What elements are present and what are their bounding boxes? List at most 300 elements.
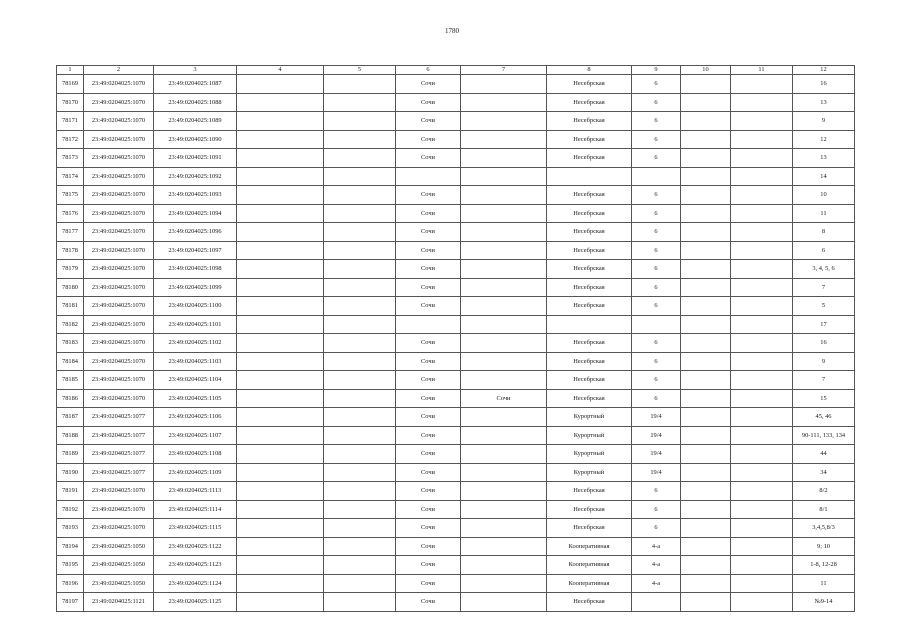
- table-cell: [731, 519, 793, 538]
- table-cell: Несебрская: [547, 519, 632, 538]
- table-cell: 6: [632, 75, 681, 94]
- column-header: 9: [632, 66, 681, 75]
- table-cell: 23:49:0204025:1070: [84, 519, 154, 538]
- table-cell: 23:49:0204025:1070: [84, 389, 154, 408]
- table-cell: 13: [793, 93, 855, 112]
- table-cell: [731, 223, 793, 242]
- table-cell: 23:49:0204025:1090: [154, 130, 237, 149]
- table-cell: 12: [793, 130, 855, 149]
- table-cell: [237, 130, 324, 149]
- table-cell: 23:49:0204025:1102: [154, 334, 237, 353]
- table-cell: 78172: [57, 130, 84, 149]
- table-cell: 78188: [57, 426, 84, 445]
- table-cell: Несебрская: [547, 75, 632, 94]
- table-cell: 6: [632, 223, 681, 242]
- table-cell: 6: [632, 500, 681, 519]
- table-row: [57, 445, 855, 464]
- table-cell: 78187: [57, 408, 84, 427]
- table-cell: [681, 186, 731, 205]
- table-cell: [324, 93, 396, 112]
- table-cell: 78177: [57, 223, 84, 242]
- table-cell: [681, 315, 731, 334]
- table-row: [57, 519, 855, 538]
- table-cell: 78185: [57, 371, 84, 390]
- table-cell: 78189: [57, 445, 84, 464]
- table-cell: Кооперативная: [547, 574, 632, 593]
- table-row: [57, 408, 855, 427]
- table-cell: [461, 593, 547, 612]
- table-cell: 78173: [57, 149, 84, 168]
- table-row: [57, 204, 855, 223]
- table-cell: [237, 167, 324, 186]
- table-cell: [681, 297, 731, 316]
- table-cell: 23:49:0204025:1070: [84, 241, 154, 260]
- table-cell: 78186: [57, 389, 84, 408]
- table-cell: 23:49:0204025:1109: [154, 463, 237, 482]
- table-cell: 10: [793, 186, 855, 205]
- table-cell: [324, 519, 396, 538]
- table-row: [57, 500, 855, 519]
- table-cell: [681, 482, 731, 501]
- table-cell: [461, 315, 547, 334]
- table-cell: Сочи: [461, 389, 547, 408]
- table-header: [57, 66, 855, 75]
- table-cell: [461, 278, 547, 297]
- table-cell: 8/2: [793, 482, 855, 501]
- table-cell: [237, 260, 324, 279]
- table-cell: [731, 352, 793, 371]
- table-cell: [461, 260, 547, 279]
- table-cell: Несебрская: [547, 130, 632, 149]
- table-row: [57, 537, 855, 556]
- table-cell: [632, 593, 681, 612]
- table-cell: 78191: [57, 482, 84, 501]
- table-cell: 78174: [57, 167, 84, 186]
- table-cell: [681, 278, 731, 297]
- table-cell: 78180: [57, 278, 84, 297]
- table-cell: [324, 426, 396, 445]
- column-header: 3: [154, 66, 237, 75]
- table-row: [57, 223, 855, 242]
- table-cell: 23:49:0204025:1115: [154, 519, 237, 538]
- table-cell: 6: [632, 519, 681, 538]
- table-cell: [237, 315, 324, 334]
- column-header: 1: [57, 66, 84, 75]
- table-cell: 23:49:0204025:1089: [154, 112, 237, 131]
- table-cell: 23:49:0204025:1070: [84, 371, 154, 390]
- table-cell: Несебрская: [547, 334, 632, 353]
- table-cell: [237, 371, 324, 390]
- table-cell: [681, 260, 731, 279]
- table-cell: Сочи: [396, 223, 461, 242]
- table-cell: 23:49:0204025:1087: [154, 75, 237, 94]
- table-cell: [237, 463, 324, 482]
- table-cell: 17: [793, 315, 855, 334]
- table-cell: 23:49:0204025:1124: [154, 574, 237, 593]
- table-cell: [237, 519, 324, 538]
- table-cell: [324, 241, 396, 260]
- table-cell: Сочи: [396, 389, 461, 408]
- table-cell: Сочи: [396, 149, 461, 168]
- table-cell: 78170: [57, 93, 84, 112]
- table-cell: 14: [793, 167, 855, 186]
- column-header: 10: [681, 66, 731, 75]
- table-cell: 23:49:0204025:1070: [84, 482, 154, 501]
- table-cell: 78179: [57, 260, 84, 279]
- table-cell: [731, 260, 793, 279]
- table-cell: Несебрская: [547, 186, 632, 205]
- table-cell: [681, 500, 731, 519]
- table-cell: [681, 445, 731, 464]
- table-cell: [237, 537, 324, 556]
- table-cell: 78182: [57, 315, 84, 334]
- table-cell: [731, 482, 793, 501]
- table-cell: 6: [632, 278, 681, 297]
- table-cell: 23:49:0204025:1070: [84, 278, 154, 297]
- table-cell: [681, 426, 731, 445]
- column-header: 8: [547, 66, 632, 75]
- table-cell: Несебрская: [547, 241, 632, 260]
- table-cell: 23:49:0204025:1050: [84, 556, 154, 575]
- table-cell: [547, 315, 632, 334]
- table-cell: [731, 556, 793, 575]
- table-row: [57, 371, 855, 390]
- page-number: 1780: [445, 27, 459, 35]
- table-cell: Несебрская: [547, 297, 632, 316]
- table-cell: [681, 167, 731, 186]
- table-cell: 4-а: [632, 537, 681, 556]
- table-cell: 23:49:0204025:1105: [154, 389, 237, 408]
- table-cell: Несебрская: [547, 223, 632, 242]
- table-cell: Несебрская: [547, 593, 632, 612]
- table-row: [57, 556, 855, 575]
- table-cell: 23:49:0204025:1077: [84, 463, 154, 482]
- table-cell: 6: [632, 482, 681, 501]
- table-cell: 78197: [57, 593, 84, 612]
- table-cell: [324, 75, 396, 94]
- table-cell: 23:49:0204025:1077: [84, 445, 154, 464]
- table-cell: 23:49:0204025:1100: [154, 297, 237, 316]
- table-cell: 23:49:0204025:1121: [84, 593, 154, 612]
- table-cell: [324, 112, 396, 131]
- table-row: [57, 93, 855, 112]
- table-cell: 78176: [57, 204, 84, 223]
- table-cell: Несебрская: [547, 352, 632, 371]
- table-row: [57, 260, 855, 279]
- table-cell: [237, 334, 324, 353]
- table-cell: 78171: [57, 112, 84, 131]
- table-cell: [461, 297, 547, 316]
- table-row: [57, 593, 855, 612]
- table-cell: 23:49:0204025:1070: [84, 297, 154, 316]
- table-cell: 23:49:0204025:1070: [84, 186, 154, 205]
- table-cell: 23:49:0204025:1122: [154, 537, 237, 556]
- table-cell: 9: [793, 112, 855, 131]
- table-cell: 6: [632, 204, 681, 223]
- table-cell: [731, 297, 793, 316]
- header-row: [57, 66, 855, 75]
- table-cell: Несебрская: [547, 482, 632, 501]
- table-cell: [324, 204, 396, 223]
- table-cell: [681, 463, 731, 482]
- table-cell: Сочи: [396, 112, 461, 131]
- table-cell: Курортный: [547, 408, 632, 427]
- table-cell: [461, 574, 547, 593]
- table-cell: 6: [632, 93, 681, 112]
- table-cell: Сочи: [396, 334, 461, 353]
- table-cell: 78169: [57, 75, 84, 94]
- table-cell: Сочи: [396, 352, 461, 371]
- table-cell: [461, 75, 547, 94]
- table-cell: Сочи: [396, 500, 461, 519]
- table-cell: [731, 204, 793, 223]
- table-cell: [237, 482, 324, 501]
- table-cell: 23:49:0204025:1096: [154, 223, 237, 242]
- table-cell: 23:49:0204025:1091: [154, 149, 237, 168]
- table-cell: [461, 130, 547, 149]
- table-cell: 6: [632, 297, 681, 316]
- table-cell: 8: [793, 223, 855, 242]
- table-cell: [461, 241, 547, 260]
- table-cell: 1-8, 12-28: [793, 556, 855, 575]
- table-cell: 11: [793, 204, 855, 223]
- table-cell: [731, 186, 793, 205]
- table-cell: Сочи: [396, 186, 461, 205]
- table-cell: 23:49:0204025:1050: [84, 574, 154, 593]
- table-cell: [237, 93, 324, 112]
- table-cell: [237, 241, 324, 260]
- table-cell: 23:49:0204025:1113: [154, 482, 237, 501]
- column-header: 5: [324, 66, 396, 75]
- table-cell: №9-14: [793, 593, 855, 612]
- table-cell: 6: [632, 241, 681, 260]
- table-body: [57, 75, 855, 612]
- table-row: [57, 112, 855, 131]
- table-row: [57, 389, 855, 408]
- table-cell: Несебрская: [547, 371, 632, 390]
- table-cell: 6: [632, 130, 681, 149]
- table-cell: 78184: [57, 352, 84, 371]
- table-cell: [237, 500, 324, 519]
- table-cell: [461, 223, 547, 242]
- table-cell: [681, 593, 731, 612]
- table-cell: 23:49:0204025:1070: [84, 260, 154, 279]
- table-cell: 45, 46: [793, 408, 855, 427]
- table-cell: [461, 93, 547, 112]
- table-cell: Сочи: [396, 241, 461, 260]
- table-cell: [731, 167, 793, 186]
- table-cell: Сочи: [396, 593, 461, 612]
- table-cell: [681, 334, 731, 353]
- table-cell: Несебрская: [547, 112, 632, 131]
- table-cell: 23:49:0204025:1099: [154, 278, 237, 297]
- table-row: [57, 167, 855, 186]
- table-cell: [731, 408, 793, 427]
- table-cell: [324, 593, 396, 612]
- table-cell: 78175: [57, 186, 84, 205]
- table-cell: 23:49:0204025:1098: [154, 260, 237, 279]
- table-row: [57, 186, 855, 205]
- registry-table: [56, 65, 855, 612]
- table-cell: Сочи: [396, 297, 461, 316]
- table-cell: [324, 167, 396, 186]
- table-cell: [324, 149, 396, 168]
- table-cell: [681, 204, 731, 223]
- table-cell: [237, 352, 324, 371]
- table-cell: [237, 149, 324, 168]
- table-cell: 44: [793, 445, 855, 464]
- table-cell: 6: [632, 389, 681, 408]
- table-cell: 19/4: [632, 426, 681, 445]
- table-cell: [461, 537, 547, 556]
- table-cell: 23:49:0204025:1070: [84, 315, 154, 334]
- table-cell: 23:49:0204025:1050: [84, 537, 154, 556]
- table-cell: [681, 223, 731, 242]
- table-cell: 11: [793, 574, 855, 593]
- table-cell: [461, 556, 547, 575]
- table-cell: [681, 408, 731, 427]
- table-cell: [681, 556, 731, 575]
- table-cell: Несебрская: [547, 278, 632, 297]
- table-cell: 78183: [57, 334, 84, 353]
- table-cell: 90-111, 133, 134: [793, 426, 855, 445]
- table-cell: [731, 593, 793, 612]
- table-cell: [396, 167, 461, 186]
- table-cell: [681, 241, 731, 260]
- table-cell: [324, 223, 396, 242]
- table-cell: 19/4: [632, 445, 681, 464]
- table-cell: [396, 315, 461, 334]
- table-cell: Сочи: [396, 371, 461, 390]
- table-cell: 34: [793, 463, 855, 482]
- table-cell: [324, 334, 396, 353]
- table-cell: 78190: [57, 463, 84, 482]
- table-cell: [324, 315, 396, 334]
- table-cell: [547, 167, 632, 186]
- table-cell: 13: [793, 149, 855, 168]
- table-cell: [237, 223, 324, 242]
- table-cell: 78178: [57, 241, 84, 260]
- table-cell: Сочи: [396, 445, 461, 464]
- table-cell: [237, 75, 324, 94]
- table-cell: [237, 574, 324, 593]
- table-row: [57, 149, 855, 168]
- table-cell: [461, 482, 547, 501]
- table-cell: 78193: [57, 519, 84, 538]
- table-cell: 3, 4, 5, 6: [793, 260, 855, 279]
- column-header: 4: [237, 66, 324, 75]
- table-row: [57, 482, 855, 501]
- table-cell: [237, 204, 324, 223]
- table-cell: [237, 112, 324, 131]
- table-cell: Несебрская: [547, 93, 632, 112]
- table-cell: [731, 315, 793, 334]
- table-cell: [324, 278, 396, 297]
- table-cell: 23:49:0204025:1070: [84, 223, 154, 242]
- table-cell: [324, 556, 396, 575]
- table-cell: [632, 167, 681, 186]
- table-cell: [461, 334, 547, 353]
- table-row: [57, 315, 855, 334]
- table-cell: Сочи: [396, 93, 461, 112]
- table-cell: [681, 389, 731, 408]
- table-row: [57, 130, 855, 149]
- table-cell: [731, 537, 793, 556]
- table-cell: [731, 371, 793, 390]
- table-cell: 6: [632, 186, 681, 205]
- table-cell: 23:49:0204025:1106: [154, 408, 237, 427]
- table-cell: 4-а: [632, 574, 681, 593]
- table-cell: Сочи: [396, 537, 461, 556]
- table-cell: 23:49:0204025:1070: [84, 93, 154, 112]
- table-cell: 23:49:0204025:1070: [84, 352, 154, 371]
- table-cell: 23:49:0204025:1092: [154, 167, 237, 186]
- column-header: 6: [396, 66, 461, 75]
- table-row: [57, 352, 855, 371]
- table-cell: 23:49:0204025:1107: [154, 426, 237, 445]
- table-row: [57, 241, 855, 260]
- table-cell: 78196: [57, 574, 84, 593]
- table-cell: [731, 500, 793, 519]
- table-cell: [461, 186, 547, 205]
- table-cell: [324, 297, 396, 316]
- table-cell: Несебрская: [547, 389, 632, 408]
- table-cell: [731, 426, 793, 445]
- table-cell: Несебрская: [547, 204, 632, 223]
- table-cell: 23:49:0204025:1104: [154, 371, 237, 390]
- table-cell: 78195: [57, 556, 84, 575]
- table-cell: [731, 241, 793, 260]
- table-row: [57, 297, 855, 316]
- table-cell: [681, 519, 731, 538]
- table-cell: 6: [632, 352, 681, 371]
- table-cell: 23:49:0204025:1094: [154, 204, 237, 223]
- table-cell: 78192: [57, 500, 84, 519]
- table-cell: 19/4: [632, 463, 681, 482]
- table-cell: [731, 463, 793, 482]
- table-cell: 23:49:0204025:1070: [84, 130, 154, 149]
- table-cell: 23:49:0204025:1088: [154, 93, 237, 112]
- table-cell: [731, 389, 793, 408]
- table-cell: Сочи: [396, 260, 461, 279]
- table-cell: [324, 537, 396, 556]
- table-cell: [731, 93, 793, 112]
- table-cell: Сочи: [396, 556, 461, 575]
- table-cell: [324, 389, 396, 408]
- table-cell: [681, 112, 731, 131]
- table-cell: Курортный: [547, 445, 632, 464]
- table-cell: [731, 445, 793, 464]
- table-cell: [324, 500, 396, 519]
- table-cell: [324, 574, 396, 593]
- column-header: 11: [731, 66, 793, 75]
- table-cell: 7: [793, 371, 855, 390]
- table-cell: Сочи: [396, 408, 461, 427]
- table-cell: [681, 130, 731, 149]
- table-cell: 23:49:0204025:1070: [84, 500, 154, 519]
- table-cell: [461, 463, 547, 482]
- table-cell: 16: [793, 334, 855, 353]
- table-cell: Несебрская: [547, 260, 632, 279]
- table-cell: [237, 556, 324, 575]
- table-cell: 23:49:0204025:1103: [154, 352, 237, 371]
- table-row: [57, 574, 855, 593]
- table-cell: [681, 537, 731, 556]
- table-cell: 23:49:0204025:1070: [84, 334, 154, 353]
- table-cell: 23:49:0204025:1070: [84, 112, 154, 131]
- table-cell: 6: [793, 241, 855, 260]
- table-cell: Сочи: [396, 574, 461, 593]
